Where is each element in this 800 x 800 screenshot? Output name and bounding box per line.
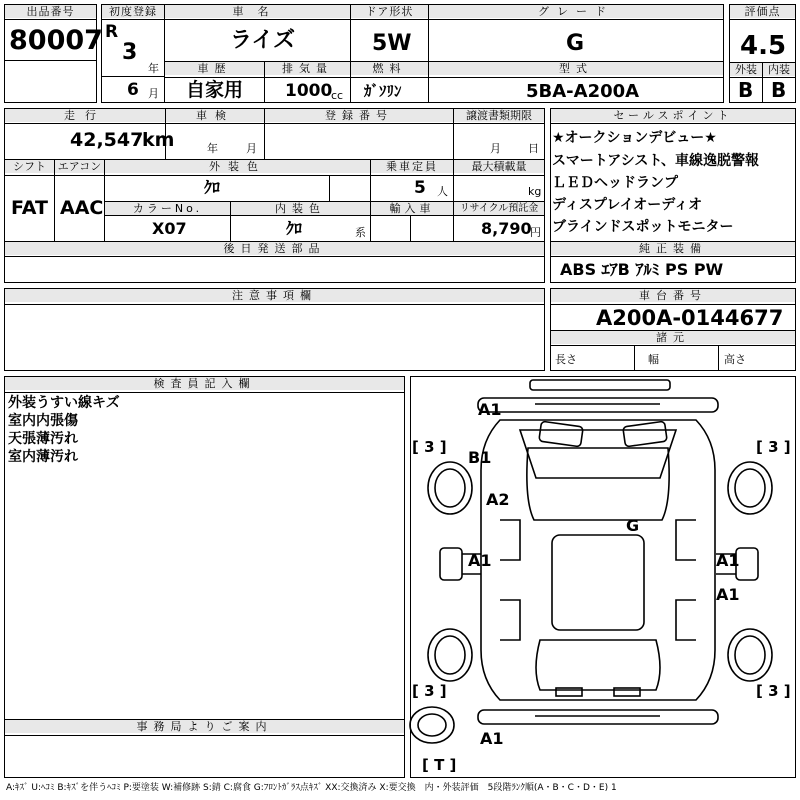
mileage-unit: km [142,129,175,151]
int-label: 内装 [763,63,795,76]
sales-point: ＬＥＤヘッドランプ [552,175,678,191]
damage-mark: G [626,516,640,535]
mileage-label: 走行 [5,109,165,122]
tire-tread: [ 3 ] [756,682,791,700]
reg-month: 6 [127,80,139,100]
load-unit: kg [528,185,542,198]
lot-label: 出品番号 [5,5,96,18]
import-label: 輸入車 [371,202,453,215]
office-label: 事務局よりご案内 [5,720,404,733]
year-unit: 年 [148,62,159,75]
damage-mark: A2 [486,490,510,509]
ext-color-value: ｸﾛ [204,178,221,197]
equip-value: ABS ｴｱB ｱﾙﾐ PS PW [560,260,724,279]
sales-point: スマートアシスト、車線逸脱警報 [552,153,760,169]
int-color-unit: 系 [355,226,366,239]
chassis-number: A200A-0144677 [596,306,784,330]
reg-number-label: 登録番号 [265,109,453,122]
door-label: ドア形状 [351,5,428,18]
seats-unit: 人 [437,185,448,198]
score-value: 4.5 [740,31,787,61]
recycle-unit: 円 [530,226,541,239]
doc-deadline-label: 譲渡書類期限 [454,109,544,122]
height-label: 高さ [724,353,746,366]
ext-score: B [738,78,754,102]
sales-point: ★オークションデビュー★ [552,130,717,146]
ext-color-label: 外装色 [105,160,370,173]
color-no-value: X07 [152,219,187,238]
sales-label: セールスポイント [551,109,795,122]
seats-label: 乗車定員 [371,160,453,173]
inspector-note: 室内薄汚れ [8,449,78,465]
tire-tread: [ 3 ] [756,438,791,456]
insp-month-unit: 月 [246,142,257,155]
recycle-value: 8,790 [481,219,532,238]
mileage-value: 42,547 [70,129,144,151]
notes-label: 注意事項欄 [5,289,544,302]
tire-tread: [ 3 ] [412,682,447,700]
inspector-note: 室内内張傷 [8,413,78,429]
int-color-label: 内装色 [231,202,370,215]
door-value: 5W [372,31,412,56]
width-label: 幅 [648,353,659,366]
shift-label: シフト [5,160,54,173]
model-label: 型式 [429,62,723,75]
car-name-label: 車名 [165,5,350,18]
fuel-value: ｶﾞｿﾘﾝ [364,82,402,100]
sales-point: ブラインドスポットモニター [552,219,734,235]
equip-label: 純正装備 [551,242,795,255]
first-reg-label: 初度登録 [102,5,164,18]
damage-mark: A1 [480,729,504,748]
history-label: 車歴 [165,62,264,75]
doc-day-unit: 日 [528,142,539,155]
insp-year-unit: 年 [207,142,218,155]
score-label: 評価点 [730,5,795,18]
disp-label: 排気量 [265,62,350,75]
era: R [105,22,119,42]
disp-unit: cc [331,89,344,102]
tire-tread: [ T ] [422,756,457,774]
fuel-label: 燃料 [351,62,428,75]
inspector-label: 検査員記入欄 [5,377,404,390]
int-score: B [771,78,787,102]
history-value: 自家用 [186,79,244,101]
spec-label: 諸元 [551,331,795,344]
inspector-note: 天張薄汚れ [8,431,78,447]
lot-blank [4,60,97,103]
ac-label: エアコン [55,160,104,173]
month-unit: 月 [148,87,159,100]
legend: A:ｷｽﾞ U:ﾍｺﾐ B:ｷｽﾞを伴うﾍｺﾐ P:要塗装 W:補修跡 S:錆 C:腐食 G:ﾌﾛﾝﾄｶﾞﾗｽ点ｷｽﾞ XX:交換済み X:要交換 内・外装評価 5段階ﾗﾝｸ順(A・B・C・D・E) 1 [6,783,617,793]
later-parts-label: 後日発送部品 [5,242,544,255]
seats-value: 5 [414,178,426,198]
model-value: 5BA-A200A [526,81,640,102]
damage-mark: A1 [716,585,740,604]
ext-label: 外装 [730,63,762,76]
int-color-value: ｸﾛ [286,219,303,238]
load-label: 最大積載量 [454,160,544,173]
disp-value: 1000 [285,81,333,101]
doc-month-unit: 月 [490,142,501,155]
car-name: ライズ [230,28,296,53]
damage-mark: B1 [468,448,492,467]
reg-year: 3 [122,40,138,65]
damage-mark: A1 [468,551,492,570]
shift-value: FAT [11,197,48,219]
inspector-note: 外装うすい線キズ [8,395,120,411]
sales-point: ディスプレイオーディオ [552,197,703,213]
recycle-label: リサイクル預託金 [454,202,544,215]
lot-number: 80007 [9,25,103,56]
diagram-box [410,376,796,778]
damage-mark: A1 [716,551,740,570]
length-label: 長さ [555,353,577,366]
inspection-label: 車検 [166,109,264,122]
damage-mark: A1 [478,400,502,419]
grade-value: G [566,31,585,56]
grade-label: グレード [429,5,723,18]
chassis-label: 車台番号 [551,289,795,302]
ac-value: AAC [60,197,104,219]
color-no-label: カラーNo. [105,202,230,215]
tire-tread: [ 3 ] [412,438,447,456]
